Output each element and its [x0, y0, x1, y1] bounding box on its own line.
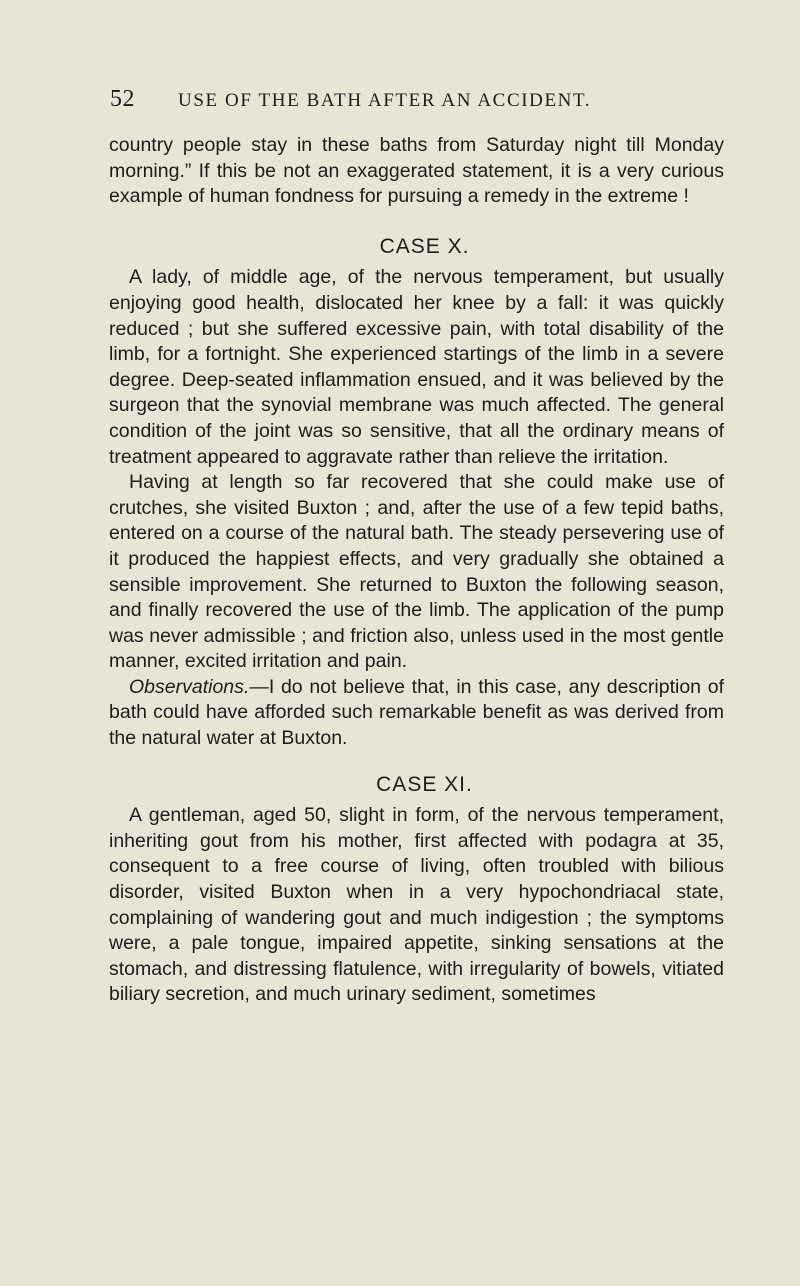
running-title: USE OF THE BATH AFTER AN ACCIDENT.: [178, 90, 592, 111]
body-text: [109, 133, 724, 1008]
observations-text: —I do not believe that, in this case, any description of bath could have afforded such remarkable benefit as was derived from the natural water at Buxton.: [109, 675, 724, 750]
observations-label: Observations.: [129, 675, 250, 698]
case-x-paragraph-2: Having at length so far recovered that she could make use of crutches, she visited Buxton ; and, after the use of a few tepid baths, entered on a course of the natural bath. The steady persevering use of it produced the happiest effects, and very gradually she obtained a sensible improvement. She returned to Buxton the following season, and finally recovered the use of the limb. The application of the pump was never admissible ; and friction also, unless used in the most gentle manner, excited irritation and pain.: [109, 471, 724, 673]
page-number: 52: [110, 86, 135, 112]
case-xi-paragraph-1: A gentleman, aged 50, slight in form, of the nervous temperament, inheriting gout from his mother, first affected with podagra at 35, consequent to a free course of living, often troubled with bilious disorder, visited Buxton when in a very hypochondriacal state, complaining of wandering gout and much indigestion ; the symptoms were, a pale tongue, impaired appetite, sinking sensations at the stomach, and distressing flatulence, with irregularity of bowels, vitiated biliary secretion, and much urinary sediment, sometimes: [109, 804, 724, 1006]
case-x-heading: CASE X.: [379, 234, 470, 258]
case-xi-heading: CASE XI.: [376, 772, 473, 796]
opening-paragraph: country people stay in these baths from Saturday night till Monday morning.” If this be not an exaggerated statement, it is a very curious example of human fondness for pursuing a remedy in the extreme !: [109, 134, 724, 208]
case-x-paragraph-1: A lady, of middle age, of the nervous temperament, but usually enjoying good health, dislocated her knee by a fall: it was quickly reduced ; but she suffered excessive pain, with total disability of the limb, for a fortnight. She experienced startings of the limb in a severe degree. Deep-seated inflammation ensued, and it was believed by the surgeon that the synovial membrane was much affected. The general condition of the joint was so sensitive, that all the ordinary means of treatment appeared to aggravate rather than relieve the irritation.: [109, 266, 724, 468]
running-head: [110, 86, 730, 116]
case-x-observations: [109, 675, 724, 752]
